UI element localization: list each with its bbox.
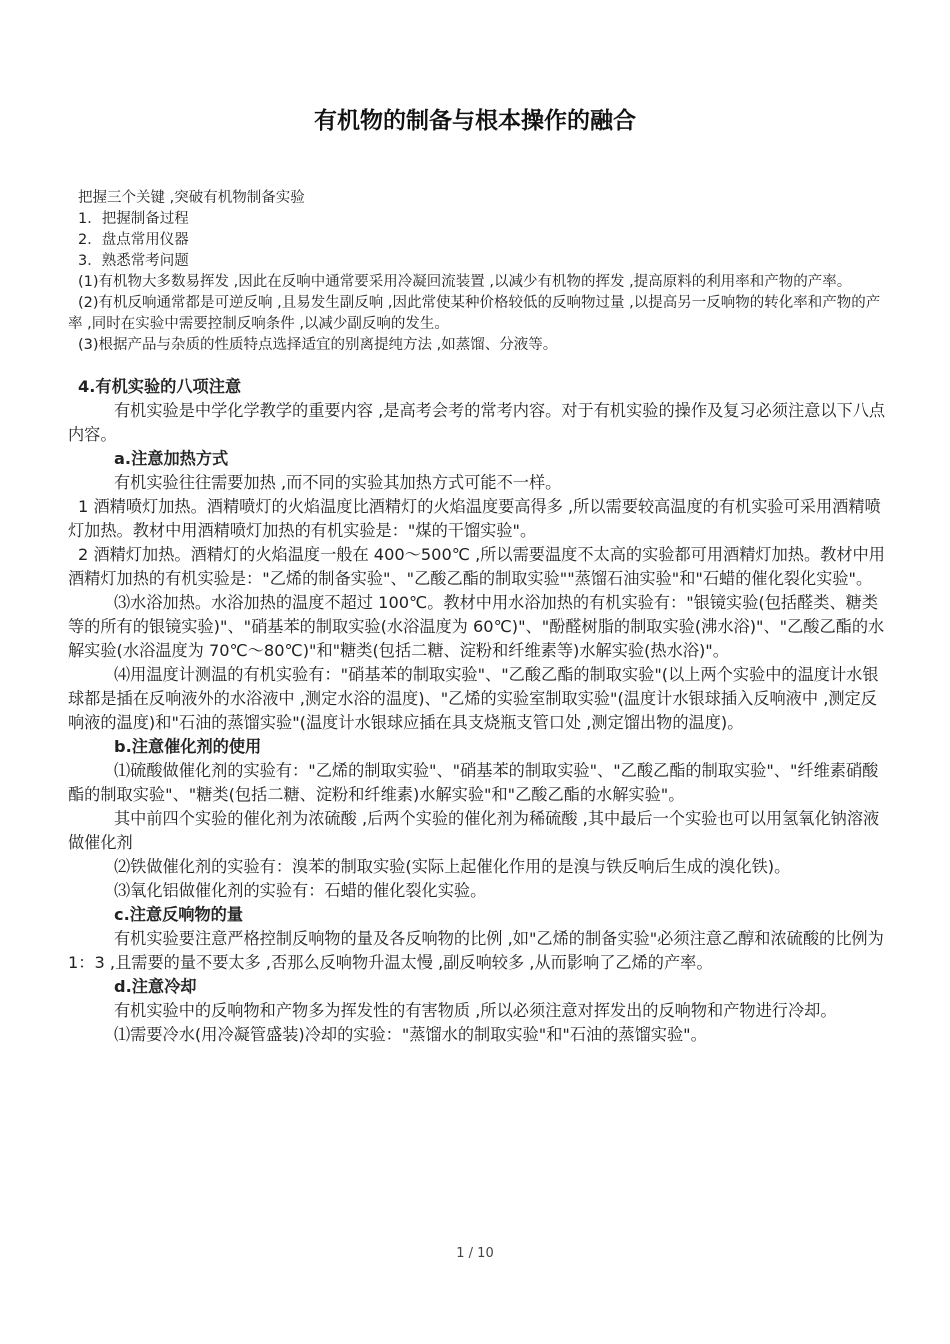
intro-line: 把握三个关键 ,突破有机物制备实验 xyxy=(78,190,305,206)
paragraph: 2 酒精灯加热。酒精灯的火焰温度一般在 400～500℃ ,所以需要温度不太高的实验都可用酒精灯加热。教材中用酒精灯加热的有机实验是："乙烯的制备实验"、"乙酸乙酯的制取实验""蒸馏石油实验"和"石蜡的催化裂化实验"。 xyxy=(68,545,885,588)
intro-block xyxy=(68,188,886,356)
intro-paragraph: (1)有机物大多数易挥发 ,因此在反响中通常要采用冷凝回流装置 ,以减少有机物的挥发 ,提高原料的利用率和产物的产率。 xyxy=(78,274,852,290)
section-heading: 4.有机实验的八项注意 xyxy=(78,377,242,396)
subheading: c.注意反响物的量 xyxy=(114,905,244,924)
paragraph: 有机实验往往需要加热 ,而不同的实验其加热方式可能不一样。 xyxy=(114,473,562,492)
subheading: b.注意催化剂的使用 xyxy=(114,737,262,756)
paragraph: ⑶氧化铝做催化剂的实验有：石蜡的催化裂化实验。 xyxy=(114,881,487,900)
paragraph: 有机实验中的反响物和产物多为挥发性的有害物质 ,所以必须注意对挥发出的反响物和产物进行冷却。 xyxy=(114,1001,837,1020)
paragraph: ⑴需要冷水(用冷凝管盛装)冷却的实验："蒸馏水的制取实验"和"石油的蒸馏实验"。 xyxy=(114,1025,707,1044)
intro-line: 1．把握制备过程 xyxy=(78,211,189,227)
paragraph: 1 酒精喷灯加热。酒精喷灯的火焰温度比酒精灯的火焰温度要高得多 ,所以需要较高温度的有机实验可采用酒精喷灯加热。教材中用酒精喷灯加热的有机实验是："煤的干馏实验"。 xyxy=(68,497,881,540)
intro-paragraph: (3)根据产品与杂质的性质特点选择适宜的别离提纯方法 ,如蒸馏、分液等。 xyxy=(78,337,558,353)
intro-line: 3．熟悉常考问题 xyxy=(78,253,189,269)
paragraph: ⑷用温度计测温的有机实验有："硝基苯的制取实验"、"乙酸乙酯的制取实验"(以上两个实验中的温度计水银球都是插在反响液外的水浴液中 ,测定水浴的温度)、"乙烯的实验室制取实验"(温度计水银球插入反响液中 ,测定反响液的温度)和"石油的蒸馏实验"(温度计水银球应插在具支烧瓶支管口处 ,测定馏出物的温度)。 xyxy=(68,665,879,732)
paragraph: ⑶水浴加热。水浴加热的温度不超过 100℃。教材中用水浴加热的有机实验有："银镜实验(包括醛类、糖类等的所有的银镜实验)"、"硝基苯的制取实验(水浴温度为 60℃)"、"酚醛树脂的制取实验(沸水浴)"、"乙酸乙酯的水解实验(水浴温度为 70℃～80℃)"和"糖类(包括二糖、淀粉和纤维素等)水解实验(热水浴)"。 xyxy=(68,593,885,660)
paragraph: ⑴硫酸做催化剂的实验有："乙烯的制取实验"、"硝基苯的制取实验"、"乙酸乙酯的制取实验"、"纤维素硝酸酯的制取实验"、"糖类(包括二糖、淀粉和纤维素)水解实验"和"乙酸乙酯的水解实验"。 xyxy=(68,761,879,804)
subheading: a.注意加热方式 xyxy=(114,449,229,468)
intro-paragraph: (2)有机反响通常都是可逆反响 ,且易发生副反响 ,因此常使某种价格较低的反响物过量 ,以提高另一反响物的转化率和产物的产率 ,同时在实验中需要控制反响条件 ,以减少副反响的发生。 xyxy=(68,295,881,332)
paragraph: 其中前四个实验的催化剂为浓硫酸 ,后两个实验的催化剂为稀硫酸 ,其中最后一个实验也可以用氢氧化钠溶液做催化剂 xyxy=(68,809,880,852)
page-number: 1 / 10 xyxy=(456,1246,494,1261)
subheading: d.注意冷却 xyxy=(114,977,197,996)
paragraph: ⑵铁做催化剂的实验有：溴苯的制取实验(实际上起催化作用的是溴与铁反响后生成的溴化铁)。 xyxy=(114,857,791,876)
section-4 xyxy=(68,375,886,1047)
intro-line: 2．盘点常用仪器 xyxy=(78,232,189,248)
document-title: 有机物的制备与根本操作的融合 xyxy=(314,108,636,134)
paragraph: 有机实验要注意严格控制反响物的量及各反响物的比例 ,如"乙烯的制备实验"必须注意乙醇和浓硫酸的比例为 1：3 ,且需要的量不要太多 ,否那么反响物升温太慢 ,副反响较多 ,从而影响了乙烯的产率。 xyxy=(68,929,884,972)
paragraph: 有机实验是中学化学教学的重要内容 ,是高考会考的常考内容。对于有机实验的操作及复习必须注意以下八点内容。 xyxy=(68,401,886,444)
